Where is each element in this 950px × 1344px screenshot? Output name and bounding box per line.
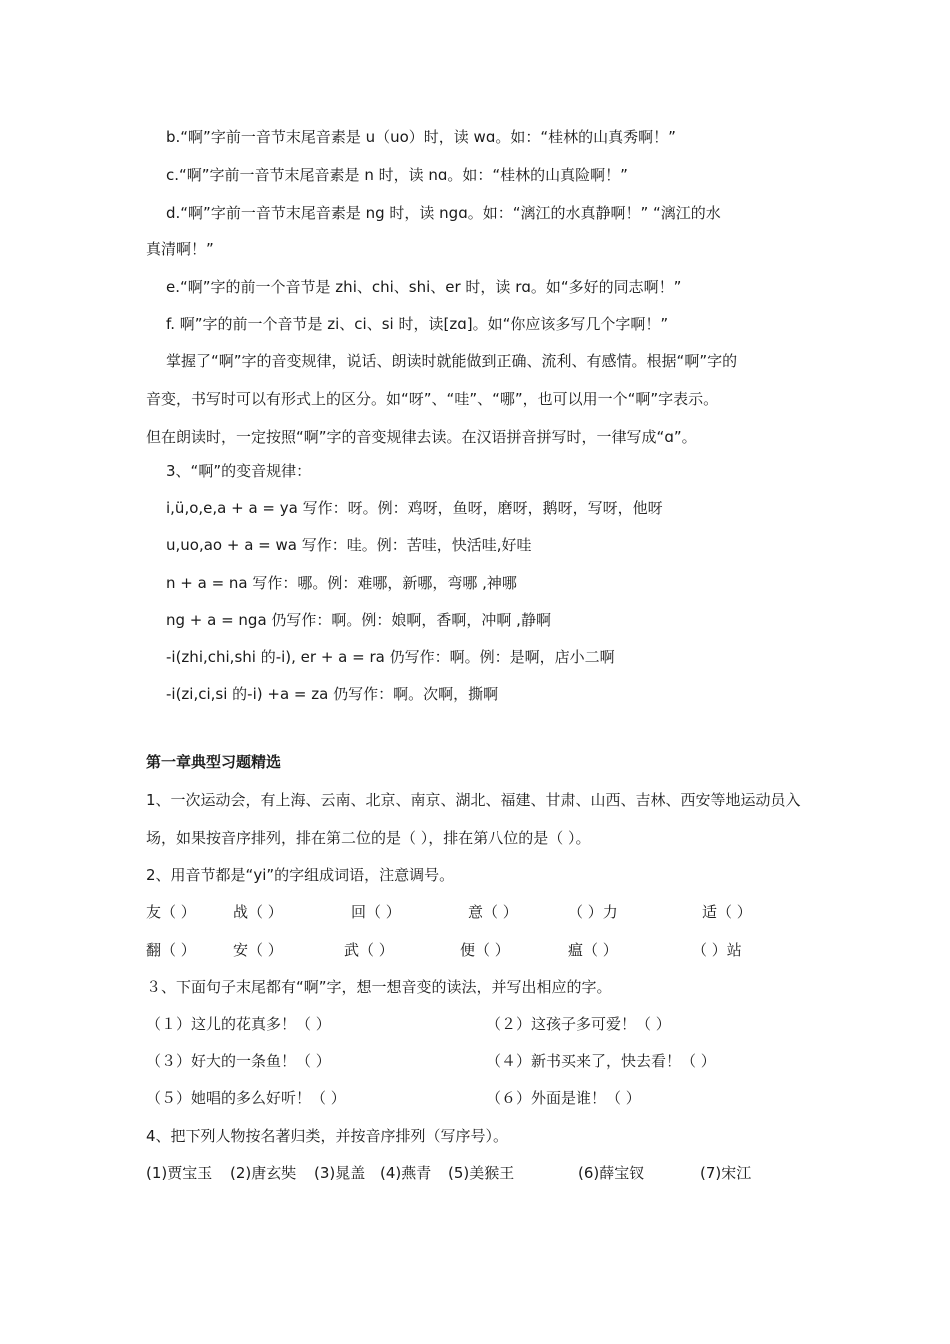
q3-item-1: （１）这儿的花真多！（ ） <box>146 1015 331 1033</box>
q2-blank-you: 友（ ） <box>146 903 196 921</box>
q2-blank-zhan-station: （ ）站 <box>692 941 742 959</box>
q2-blank-fan: 翻（ ） <box>146 941 196 959</box>
q3-item-5: （５）她唱的多么好听！（ ） <box>146 1089 346 1107</box>
question-1-line-1: 1、一次运动会，有上海、云南、北京、南京、湖北、福建、甘肃、山西、吉林、西安等地运动员入 <box>146 791 801 809</box>
q2-blank-zhan: 战（ ） <box>233 903 283 921</box>
q2-blank-hui: 回（ ） <box>351 903 401 921</box>
q4-item-5: (5)美猴王 <box>448 1164 515 1182</box>
q4-item-3: (3)晁盖 <box>314 1164 366 1182</box>
formula-wa: u,uo,ao + a = wa 写作：哇。例：苦哇，快活哇,好哇 <box>166 536 532 554</box>
q4-item-7: (7)宋江 <box>700 1164 752 1182</box>
question-4: 4、把下列人物按名著归类，并按音序排列（写序号）。 <box>146 1127 509 1145</box>
rule-3-heading: 3、“啊”的变音规律： <box>166 462 312 480</box>
q4-item-4: (4)燕青 <box>380 1164 432 1182</box>
q3-item-6: （６）外面是谁！（ ） <box>486 1089 641 1107</box>
formula-ya: i,ü,o,e,a + a = ya 写作：呀。例：鸡呀，鱼呀，磨呀，鹅呀，写呀，他呀 <box>166 499 663 517</box>
q4-item-1: (1)贾宝玉 <box>146 1164 213 1182</box>
q2-blank-wu: 武（ ） <box>344 941 394 959</box>
question-1-line-2: 场，如果按音序排列，排在第二位的是（ ），排在第八位的是（ ）。 <box>146 829 591 847</box>
q2-blank-an: 安（ ） <box>233 941 283 959</box>
rule-c-line: c.“啊”字前一音节末尾音素是 n 时，读 nɑ。如：“桂林的山真险啊！” <box>166 166 628 184</box>
q2-blank-shi: 适（ ） <box>702 903 752 921</box>
question-2: 2、用音节都是“yi”的字组成词语，注意调号。 <box>146 866 455 884</box>
q3-item-3: （３）好大的一条鱼！（ ） <box>146 1052 331 1070</box>
formula-nga: ng + a = nga 仍写作：啊。例：娘啊，香啊，冲啊 ,静啊 <box>166 611 551 629</box>
q4-item-2: (2)唐玄奘 <box>230 1164 297 1182</box>
rule-d-continued: 真清啊！” <box>146 240 214 258</box>
paragraph-line-3: 但在朗读时，一定按照“啊”字的音变规律去读。在汉语拼音拼写时，一律写成“ɑ”。 <box>146 428 697 446</box>
paragraph-line-2: 音变，书写时可以有形式上的区分。如“呀”、“哇”、“哪”，也可以用一个“啊”字表示。 <box>146 390 719 408</box>
q2-blank-li: （ ）力 <box>568 903 618 921</box>
rule-e-line: e.“啊”字的前一个音节是 zhi、chi、shi、er 时，读 rɑ。如“多好的同志啊！” <box>166 278 682 296</box>
formula-za: -i(zi,ci,si 的-i) +a = za 仍写作：啊。次啊，撕啊 <box>166 685 499 703</box>
q3-item-4: （４）新书买来了，快去看！（ ） <box>486 1052 716 1070</box>
rule-b-line: b.“啊”字前一音节末尾音素是 u（uo）时，读 wɑ。如：“桂林的山真秀啊！” <box>166 128 676 146</box>
rule-d-line: d.“啊”字前一音节末尾音素是 ng 时，读 ngɑ。如：“漓江的水真静啊！” “漓江的水 <box>166 204 721 222</box>
formula-ra: -i(zhi,chi,shi 的-i), er + a = ra 仍写作：啊。例：是啊，店小二啊 <box>166 648 615 666</box>
formula-na: n + a = na 写作：哪。例：难哪，新哪，弯哪 ,神哪 <box>166 574 517 592</box>
rule-f-line: f. 啊”字的前一个音节是 zi、ci、si 时，读[zɑ]。如“你应该多写几个字啊！” <box>166 315 669 333</box>
q3-item-2: （２）这孩子多可爱！（ ） <box>486 1015 671 1033</box>
paragraph-line-1: 掌握了“啊”字的音变规律，说话、朗读时就能做到正确、流利、有感情。根据“啊”字的 <box>166 352 738 370</box>
q2-blank-yi: 意（ ） <box>468 903 518 921</box>
q2-blank-bian: 便（ ） <box>460 941 510 959</box>
exercises-heading: 第一章典型习题精选 <box>146 753 282 771</box>
q2-blank-wen: 瘟（ ） <box>568 941 618 959</box>
question-3: ３、下面句子末尾都有“啊”字，想一想音变的读法，并写出相应的字。 <box>146 978 612 996</box>
q4-item-6: (6)薛宝钗 <box>578 1164 645 1182</box>
